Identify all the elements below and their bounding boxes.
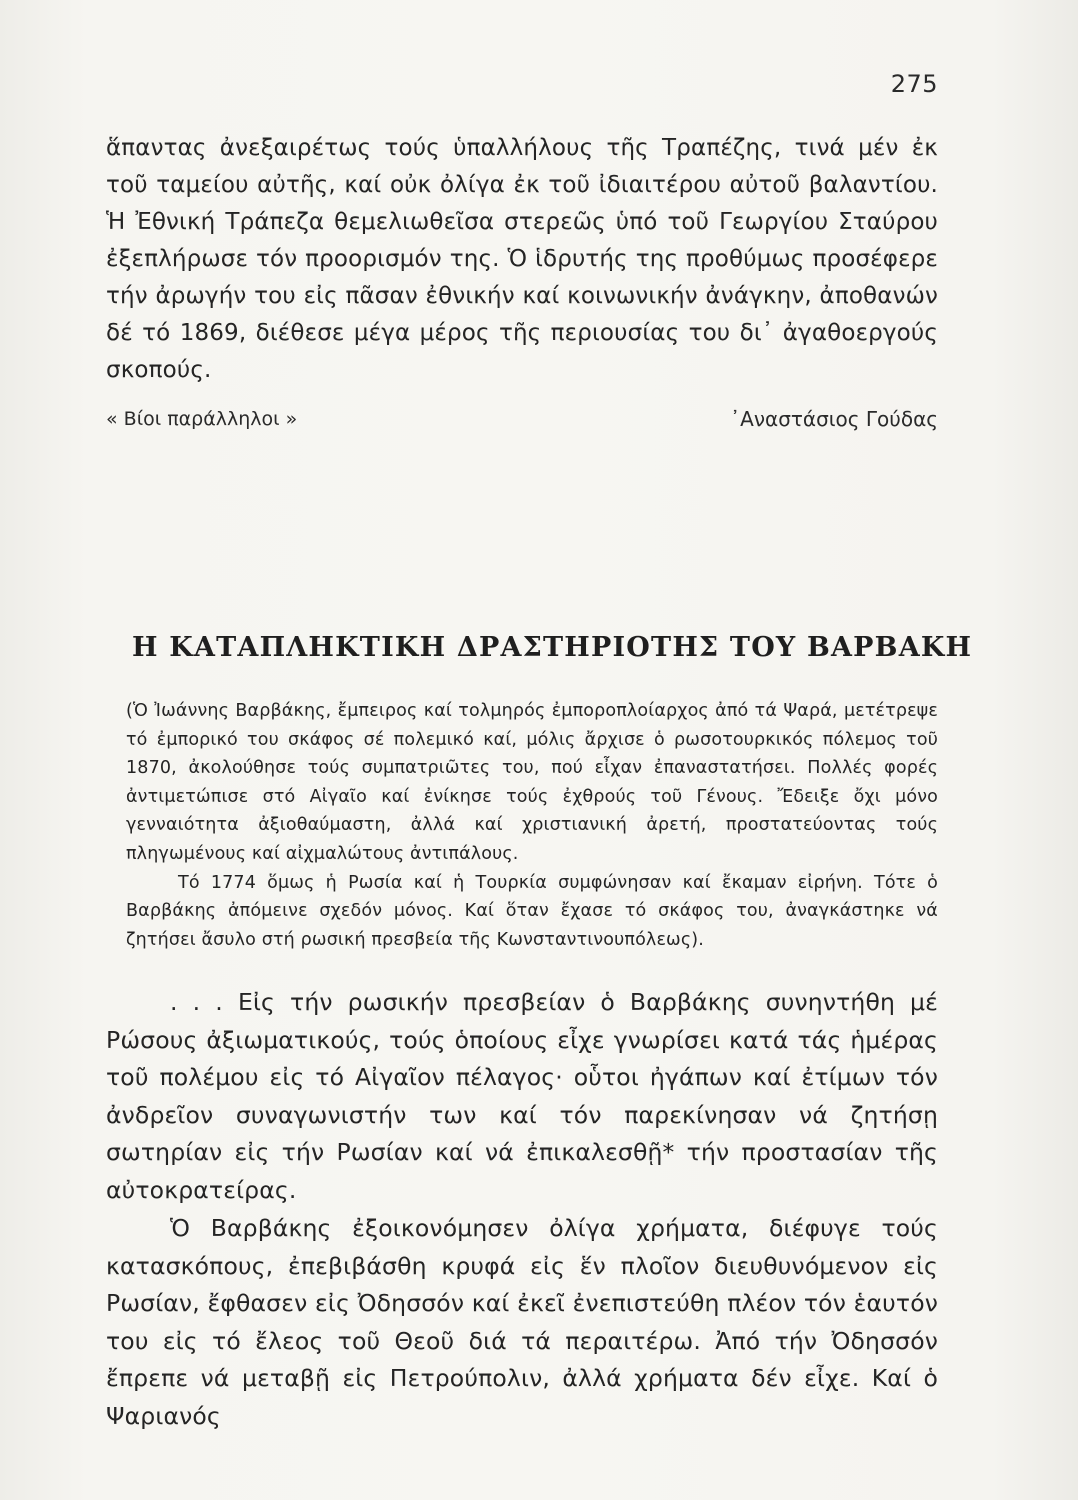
source-work-title: « Βίοι παράλληλοι » (106, 408, 298, 430)
chapter-title: Η ΚΑΤΑΠΛΗΚΤΙΚΗ ΔΡΑΣΤΗΡΙΟΤΗΣ ΤΟΥ ΒΑΡΒΑΚΗ (132, 632, 973, 663)
chapter-intro (106, 697, 938, 954)
page-number: 275 (890, 70, 938, 98)
intro-paragraph: Τό 1774 ὅμως ἡ Ρωσία καί ἡ Τουρκία συμφώνησαν καί ἔκαμαν εἰρήνη. Τότε ὁ Βαρβάκης ἀπόμεινε σχεδόν μόνος. Καί ὅταν ἔχασε τό σκάφος του, ἀναγκάστηκε νά ζητήσει ἄσυλο στή ρωσική πρεσβεία τῆς Κωνσταντινουπόλεως). (126, 872, 938, 950)
source-citation (106, 403, 938, 435)
body-paragraph: . . . Εἰς τήν ρωσικήν πρεσβείαν ὁ Βαρβάκης συνηντήθη μέ Ρώσους ἀξιωματικούς, τούς ὁποίους εἶχε γνωρίσει κατά τάς ἡμέρας τοῦ πολέμου εἰς τό Αἰγαῖον πέλαγος· οὗτοι ἠγάπων καί ἐτίμων τόν ἀνδρεῖον συναγωνιστήν των καί τόν παρεκίνησαν νά ζητήσῃ σωτηρίαν εἰς τήν Ρωσίαν καί νά ἐπικαλεσθῇ* τήν προστασίαν τῆς αὐτοκρατείρας. (106, 988, 938, 1204)
source-author: ᾽Αναστάσιος Γούδας (730, 407, 938, 431)
opening-paragraph: ἅπαντας ἀνεξαιρέτως τούς ὑπαλλήλους τῆς Τραπέζης, τινά μέν ἐκ τοῦ ταμείου αὐτῆς, καί οὐκ ὀλίγα ἐκ τοῦ ἰδιαιτέρου αὐτοῦ βαλαντίου. Ἡ Ἐθνική Τράπεζα θεμελιωθεῖσα στερεῶς ὑπό τοῦ Γεωργίου Σταύρου ἐξεπλήρωσε τόν προορισμόν της. Ὁ ἱδρυτής της προθύμως προσέφερε τήν ἀρωγήν του εἰς πᾶσαν ἐθνικήν καί κοινωνικήν ἀνάγκην, ἀποθανών δέ τό 1869, διέθεσε μέγα μέρος τῆς περιουσίας του δι᾽ ἀγαθοεργούς σκοπούς. (106, 135, 938, 383)
body-paragraph: Ὁ Βαρβάκης ἐξοικονόμησεν ὀλίγα χρήματα, διέφυγε τούς κατασκόπους, ἐπεβιβάσθη κρυφά εἰς ἕν πλοῖον διευθυνόμενον εἰς Ρωσίαν, ἔφθασεν εἰς Ὀδησσόν καί ἐκεῖ ἐνεπιστεύθη πλέον τόν ἑαυτόν του εἰς τό ἔλεος τοῦ Θεοῦ διά τά περαιτέρω. Ἀπό τήν Ὀδησσόν ἔπρεπε νά μεταβῇ εἰς Πετρούπολιν, ἀλλά χρήματα δέν εἶχε. Καί ὁ Ψαριανός (106, 1214, 938, 1430)
page-content (106, 130, 973, 1435)
intro-paragraph: (Ὁ Ἰωάννης Βαρβάκης, ἔμπειρος καί τολμηρός ἐμποροπλοίαρχος ἀπό τά Ψαρά, μετέτρεψε τό ἐμπορικό του σκάφος σέ πολεμικό καί, μόλις ἄρχισε ὁ ρωσοτουρκικός πόλεμος τοῦ 1870, ἀκολούθησε τούς συμπατριῶτες του, πού εἶχαν ἐπαναστατήσει. Πολλές φορές ἀντιμετώπισε στό Αἰγαῖο καί ἐνίκησε τούς ἐχθρούς τοῦ Γένους. Ἔδειξε ὄχι μόνο γενναιότητα ἀξιοθαύμαστη, ἀλλά καί χριστιανική ἀρετή, προστατεύοντας τούς πληγωμένους καί αἰχμαλώτους ἀντιπάλους. (126, 701, 938, 864)
chapter-body (106, 984, 938, 1435)
